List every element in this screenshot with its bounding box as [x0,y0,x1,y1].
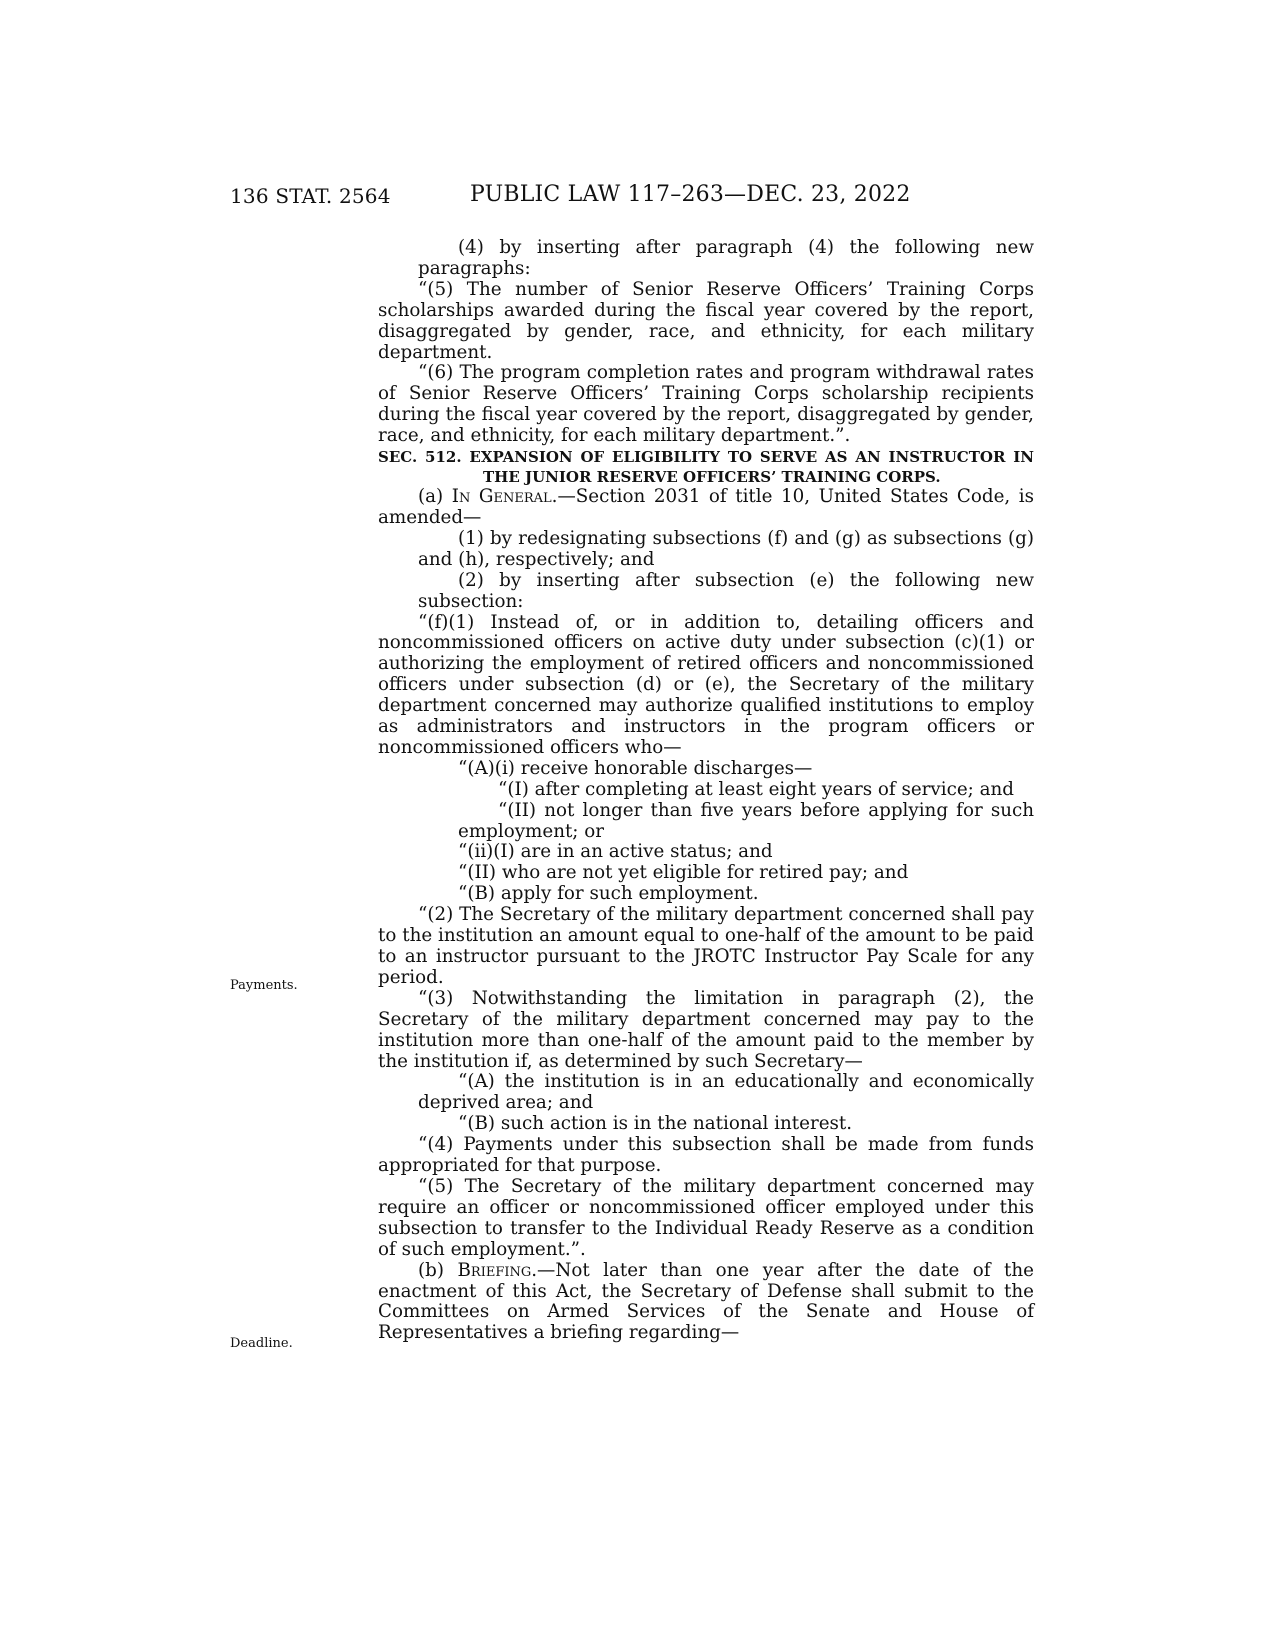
clause-II: “(II) not longer than five years before applying for such employment; or [458,799,1034,842]
clause-a1: (1) by redesignating subsections (f) and (g) as subsections (g) and (h), respectively; and [418,527,1034,570]
subsection-b-heading: Briefing [457,1259,532,1281]
paragraph-5: “(5) The number of Senior Reserve Officers’ Training Corps scholarships awarded during the fiscal year covered by the report, disaggregated by gender, race, and ethnicity, for each military department. [378,278,1034,363]
new-subsection-f1: “(f)(1) Instead of, or in addition to, detailing officers and noncommissioned officers on active duty under subsection (c)(1) or authorizing the employment of retired officers and noncommissioned officers under subsection (d) or (e), the Secretary of the military department concerned may authorize qualified institutions to employ as administrators and instructors in the program officers or noncommissioned officers who— [378,611,1034,758]
clause-A-3: “(A) the institution is in an educationally and economically deprived area; and [418,1071,1034,1114]
clause-a2: (2) by inserting after subsection (e) the following new subsection: [418,569,1034,612]
clause-A-i: “(A)(i) receive honorable discharges— [458,757,813,779]
page-header [230,178,1030,218]
clause-I: “(I) after completing at least eight years of service; and [498,778,1014,800]
margin-note-deadline: Deadline. [230,1336,293,1351]
subsection-a-heading: In General [451,486,552,508]
section-heading: SEC. 512. EXPANSION OF ELIGIBILITY TO SERVE AS AN INSTRUCTOR IN THE JUNIOR RESERVE OFFICERS’ TRAINING CORPS. [378,448,1034,487]
subsection-b-text: .—Not later than one year after the date of the enactment of this Act, the Secretary of Defense shall submit to the Committees on Armed Services of the Senate and House of Representatives a briefing regarding— [378,1259,1034,1344]
new-subsection-f2: “(2) The Secretary of the military department concerned shall pay to the institution an amount equal to one-half of the amount to be paid to an instructor pursuant to the JROTC Instructor Pay Scale for any period. [378,904,1034,988]
document-body [378,238,1034,1344]
clause-B-3: “(B) such action is in the national interest. [458,1113,853,1135]
new-subsection-f5: “(5) The Secretary of the military department concerned may require an officer or noncommissioned officer employed under this subsection to transfer to the Individual Ready Reserve as a condition of such employment.”. [378,1175,1034,1260]
paragraph-4-amendment: (4) by inserting after paragraph (4) the following new paragraphs: [418,237,1034,279]
statute-citation: 136 STAT. 2564 [230,184,391,208]
clause-ii: “(ii)(I) are in an active status; and [458,841,773,863]
subsection-b-label: (b) [418,1259,458,1281]
new-subsection-f4: “(4) Payments under this subsection shall be made from funds appropriated for that purpose. [378,1134,1034,1177]
subsection-b [378,1261,1034,1345]
subsection-a-text: .—Section 2031 of title 10, United States Code, is amended— [378,486,1034,528]
running-head: PUBLIC LAW 117–263—DEC. 23, 2022 [470,182,911,207]
clause-II-b: “(II) who are not yet eligible for retired pay; and [458,862,909,884]
margin-note-payments: Payments. [230,978,298,993]
subsection-a [378,487,1034,529]
subsection-a-label: (a) [418,486,452,508]
paragraph-6: “(6) The program completion rates and program withdrawal rates of Senior Reserve Officers’ Training Corps scholarship recipients during the fiscal year covered by the report, disaggregated by gender, race, and ethnicity, for each military department.”. [378,362,1034,447]
new-subsection-f3: “(3) Notwithstanding the limitation in paragraph (2), the Secretary of the military department concerned may pay to the institution more than one-half of the amount paid to the member by the institution if, as determined by such Secretary— [378,987,1034,1072]
clause-B: “(B) apply for such employment. [458,883,759,905]
